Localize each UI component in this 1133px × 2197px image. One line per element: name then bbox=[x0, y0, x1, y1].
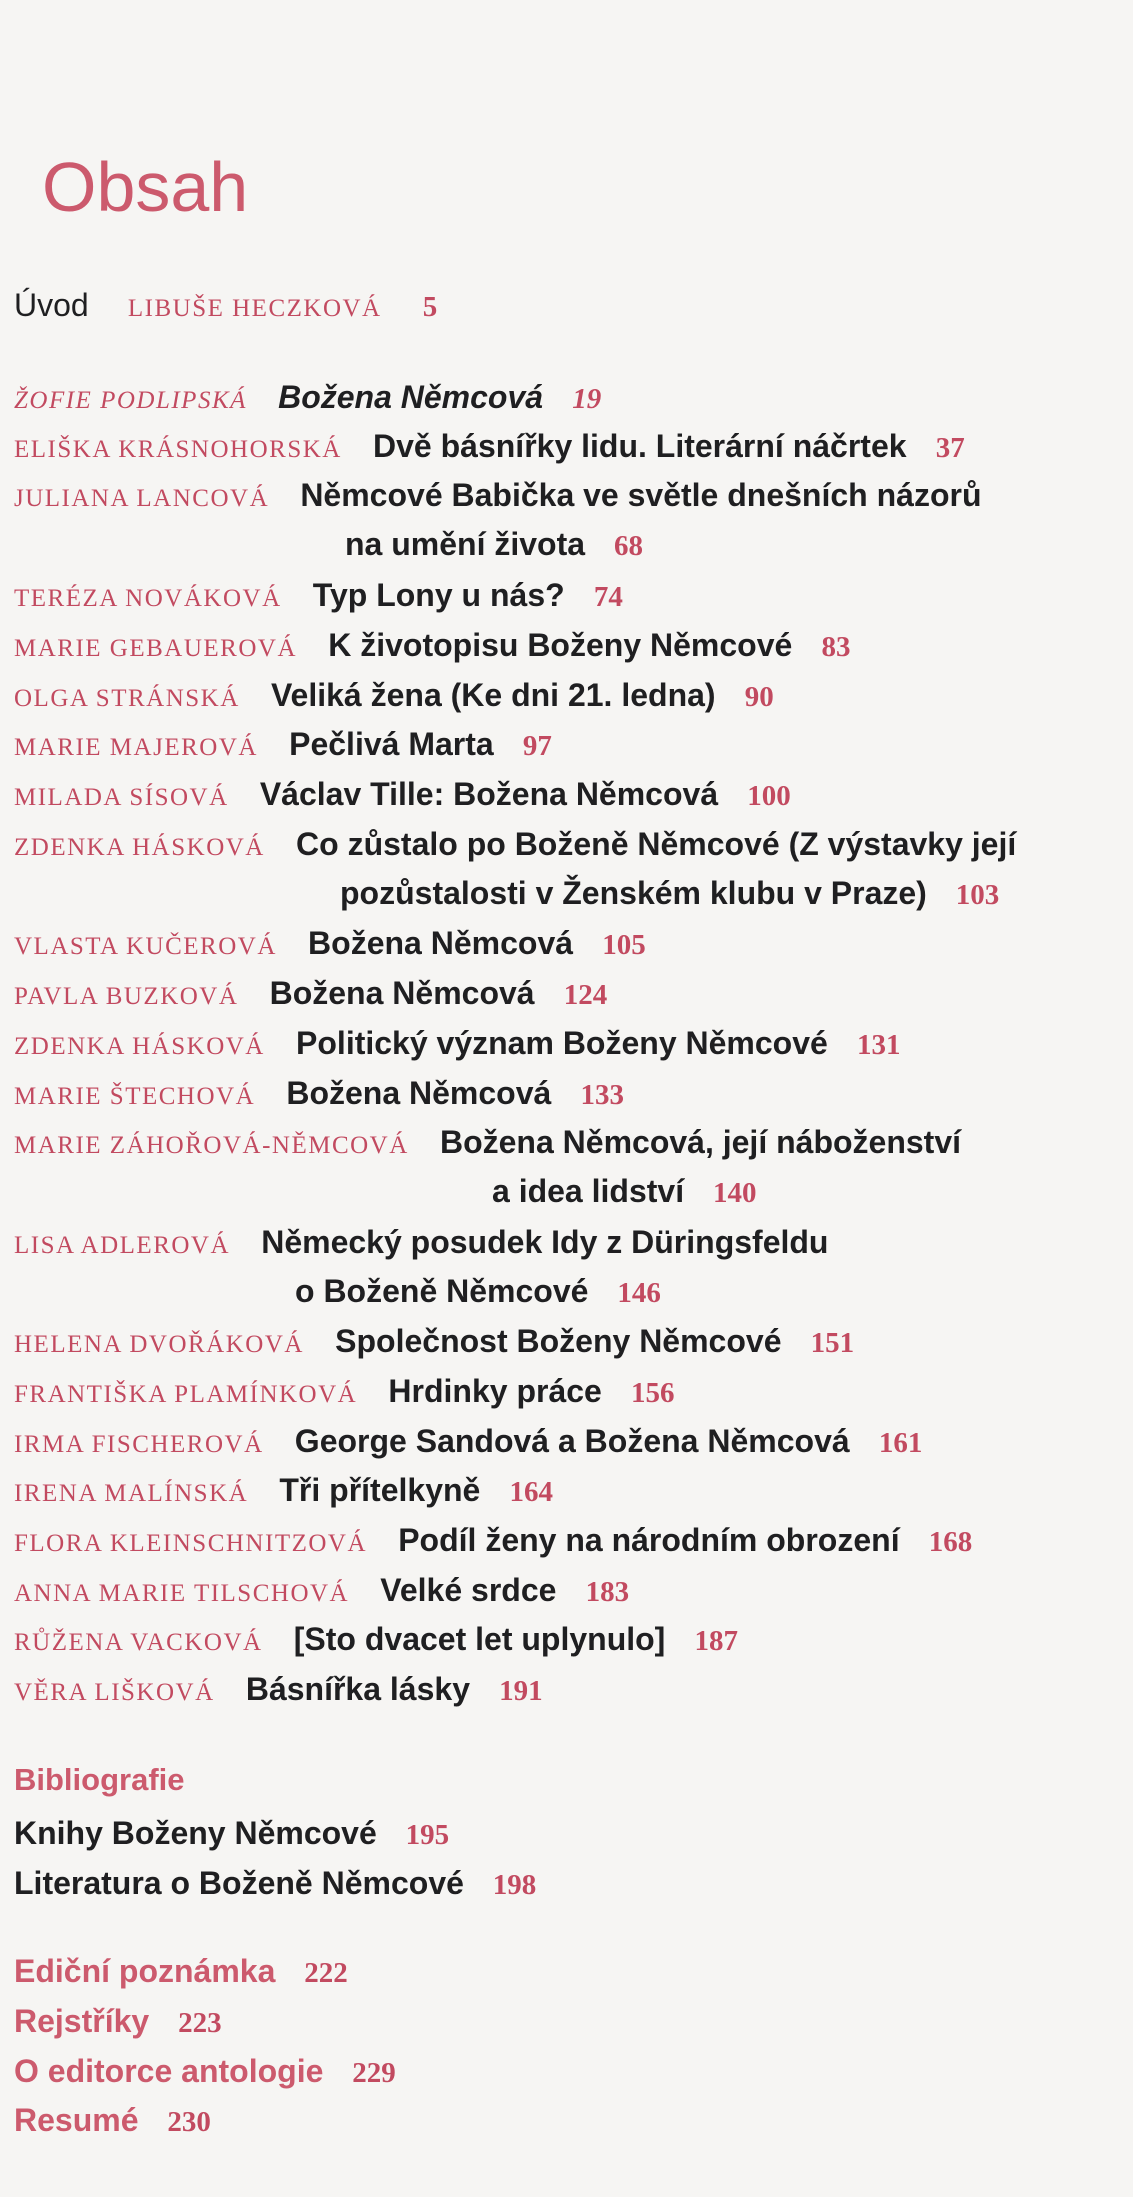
toc-entry bbox=[14, 1465, 553, 1519]
entry-page-number: 230 bbox=[167, 2106, 211, 2138]
entry-page-number: 151 bbox=[810, 1327, 855, 1359]
entry-title: Německý posudek Idy z Düringsfeldu bbox=[261, 1224, 829, 1260]
entry-page-number: 83 bbox=[821, 631, 851, 663]
entry-author: RŮŽENA VACKOVÁ bbox=[14, 1629, 263, 1656]
toc-entry bbox=[14, 1565, 629, 1619]
entry-author: FLORA KLEINSCHNITZOVÁ bbox=[14, 1530, 368, 1557]
entry-title: Co zůstalo po Boženě Němcové (Z výstavky její bbox=[296, 826, 1017, 862]
entry-page-number: 222 bbox=[304, 1957, 348, 1989]
entry-page-number: 156 bbox=[631, 1377, 675, 1409]
entry-title: Politický význam Boženy Němcové bbox=[296, 1025, 828, 1061]
entry-author: VĚRA LIŠKOVÁ bbox=[14, 1679, 215, 1706]
toc-entry bbox=[14, 1515, 972, 1569]
toc-entry bbox=[14, 819, 1016, 873]
bibliography-item bbox=[14, 1858, 536, 1910]
entry-author: MARIE ŠTECHOVÁ bbox=[14, 1083, 256, 1110]
entry-title: Božena Němcová, její náboženství bbox=[439, 1124, 962, 1160]
entry-page-number: 164 bbox=[509, 1476, 553, 1508]
toc-entry bbox=[14, 421, 965, 475]
entry-page-number: 124 bbox=[563, 979, 608, 1011]
toc-entry bbox=[14, 1217, 828, 1271]
entry-author: MARIE GEBAUEROVÁ bbox=[14, 635, 298, 662]
entry-author: MARIE MAJEROVÁ bbox=[14, 734, 258, 761]
toc-entry bbox=[14, 918, 646, 972]
entry-title: Božena Němcová bbox=[269, 975, 535, 1011]
entry-title: Resumé bbox=[14, 2102, 139, 2138]
entry-author: FRANTIŠKA PLAMÍNKOVÁ bbox=[14, 1381, 358, 1408]
toc-entry bbox=[14, 1018, 900, 1072]
entry-title: Knihy Boženy Němcové bbox=[14, 1815, 377, 1851]
entry-author: JULIANA LANCOVÁ bbox=[14, 485, 270, 512]
entry-title-continued: pozůstalosti v Ženském klubu v Praze) bbox=[340, 875, 927, 911]
entry-page-number: 223 bbox=[178, 2007, 222, 2039]
toc-entry bbox=[14, 570, 623, 624]
entry-page-number: 168 bbox=[928, 1526, 973, 1558]
entry-page-number: 187 bbox=[694, 1625, 738, 1657]
entry-title: Hrdinky práce bbox=[388, 1373, 602, 1409]
toc-entry-continuation bbox=[340, 868, 999, 920]
toc-entry-continuation bbox=[492, 1166, 756, 1218]
entry-page-number: 191 bbox=[499, 1675, 543, 1707]
toc-entry bbox=[14, 1366, 675, 1420]
entry-author: IRENA MALÍNSKÁ bbox=[14, 1480, 249, 1507]
entry-page-number: 195 bbox=[405, 1819, 450, 1851]
entry-title-continued: na umění života bbox=[345, 526, 586, 562]
entry-page-number: 68 bbox=[613, 530, 643, 562]
entry-author: MILADA SÍSOVÁ bbox=[14, 784, 229, 811]
entry-title: Typ Lony u nás? bbox=[312, 577, 565, 613]
back-matter-item bbox=[14, 2095, 211, 2147]
entry-title: Božena Němcová bbox=[308, 925, 574, 961]
entry-page-number: 103 bbox=[955, 879, 1000, 911]
entry-page-number: 5 bbox=[422, 291, 438, 323]
entry-title: Literatura o Boženě Němcové bbox=[14, 1865, 464, 1901]
entry-author: OLGA STRÁNSKÁ bbox=[14, 685, 240, 712]
entry-title: Ediční poznámka bbox=[14, 1953, 276, 1989]
entry-title: Rejstříky bbox=[14, 2003, 150, 2039]
entry-page-number: 161 bbox=[878, 1427, 923, 1459]
entry-page-number: 105 bbox=[602, 929, 646, 961]
entry-author: MARIE ZÁHOŘOVÁ-NĚMCOVÁ bbox=[14, 1132, 409, 1159]
page-title: Obsah bbox=[42, 147, 249, 226]
entry-title-continued: a idea lidství bbox=[492, 1173, 685, 1209]
entry-page-number: 131 bbox=[856, 1029, 901, 1061]
entry-title: Velké srdce bbox=[380, 1572, 557, 1608]
bibliography-heading: Bibliografie bbox=[14, 1762, 185, 1797]
entry-title: [Sto dvacet let uplynulo] bbox=[293, 1621, 666, 1657]
toc-entry bbox=[14, 1614, 738, 1668]
toc-entry-intro bbox=[14, 280, 437, 334]
entry-title: K životopisu Boženy Němcové bbox=[328, 627, 793, 663]
toc-entry bbox=[14, 372, 601, 426]
toc-entry bbox=[14, 1664, 543, 1718]
toc-entry bbox=[14, 620, 850, 674]
entry-author: ELIŠKA KRÁSNOHORSKÁ bbox=[14, 436, 342, 463]
entry-author: HELENA DVOŘÁKOVÁ bbox=[14, 1331, 304, 1358]
entry-author: VLASTA KUČEROVÁ bbox=[14, 933, 277, 960]
entry-page-number: 198 bbox=[492, 1869, 537, 1901]
bibliography-item bbox=[14, 1808, 449, 1860]
entry-page-number: 74 bbox=[593, 581, 623, 613]
entry-author: ŽOFIE PODLIPSKÁ bbox=[14, 387, 247, 414]
back-matter-item bbox=[14, 1996, 222, 2048]
entry-title: Úvod bbox=[14, 287, 89, 323]
entry-author: PAVLA BUZKOVÁ bbox=[14, 983, 239, 1010]
toc-entry bbox=[14, 968, 607, 1022]
toc-entry bbox=[14, 719, 552, 773]
toc-entry-continuation bbox=[295, 1266, 661, 1318]
entry-title: Společnost Boženy Němcové bbox=[335, 1323, 782, 1359]
entry-title: Tři přítelkyně bbox=[279, 1472, 481, 1508]
toc-entry bbox=[14, 1416, 922, 1470]
entry-page-number: 37 bbox=[935, 432, 965, 464]
entry-page-number: 133 bbox=[580, 1079, 624, 1111]
entry-page-number: 100 bbox=[747, 780, 791, 812]
entry-title: Dvě básnířky lidu. Literární náčrtek bbox=[373, 428, 907, 464]
entry-title-continued: o Boženě Němcové bbox=[295, 1273, 589, 1309]
toc-entry-continuation bbox=[345, 519, 643, 571]
entry-title: Němcové Babička ve světle dnešních názorů bbox=[300, 477, 982, 513]
entry-author: LISA ADLEROVÁ bbox=[14, 1232, 231, 1259]
back-matter-item bbox=[14, 2046, 396, 2098]
entry-author: ANNA MARIE TILSCHOVÁ bbox=[14, 1580, 350, 1607]
entry-page-number: 97 bbox=[522, 730, 552, 762]
toc-entry bbox=[14, 470, 981, 524]
back-matter-item bbox=[14, 1946, 348, 1998]
toc-entry bbox=[14, 670, 774, 724]
entry-author: IRMA FISCHEROVÁ bbox=[14, 1431, 264, 1458]
entry-author: LIBUŠE HECZKOVÁ bbox=[127, 295, 382, 322]
entry-title: Veliká žena (Ke dni 21. ledna) bbox=[270, 677, 716, 713]
toc-entry bbox=[14, 1316, 854, 1370]
entry-author: ZDENKA HÁSKOVÁ bbox=[14, 1033, 265, 1060]
entry-page-number: 183 bbox=[585, 1576, 630, 1608]
entry-page-number: 140 bbox=[712, 1177, 757, 1209]
entry-title: Václav Tille: Božena Němcová bbox=[259, 776, 719, 812]
entry-title: Pečlivá Marta bbox=[289, 726, 494, 762]
entry-page-number: 19 bbox=[572, 383, 602, 415]
entry-title: George Sandová a Božena Němcová bbox=[294, 1423, 850, 1459]
entry-author: TERÉZA NOVÁKOVÁ bbox=[14, 585, 282, 612]
entry-title: Básnířka lásky bbox=[245, 1671, 470, 1707]
toc-entry bbox=[14, 769, 791, 823]
entry-title: Podíl ženy na národním obrození bbox=[398, 1522, 900, 1558]
entry-title: Božena Němcová bbox=[286, 1075, 552, 1111]
toc-entry bbox=[14, 1117, 961, 1171]
entry-page-number: 90 bbox=[744, 681, 774, 713]
toc-entry bbox=[14, 1068, 624, 1122]
entry-page-number: 146 bbox=[617, 1277, 661, 1309]
entry-author: ZDENKA HÁSKOVÁ bbox=[14, 834, 265, 861]
entry-title: Božena Němcová bbox=[278, 379, 544, 415]
entry-page-number: 229 bbox=[352, 2057, 396, 2089]
entry-title: O editorce antologie bbox=[14, 2053, 324, 2089]
